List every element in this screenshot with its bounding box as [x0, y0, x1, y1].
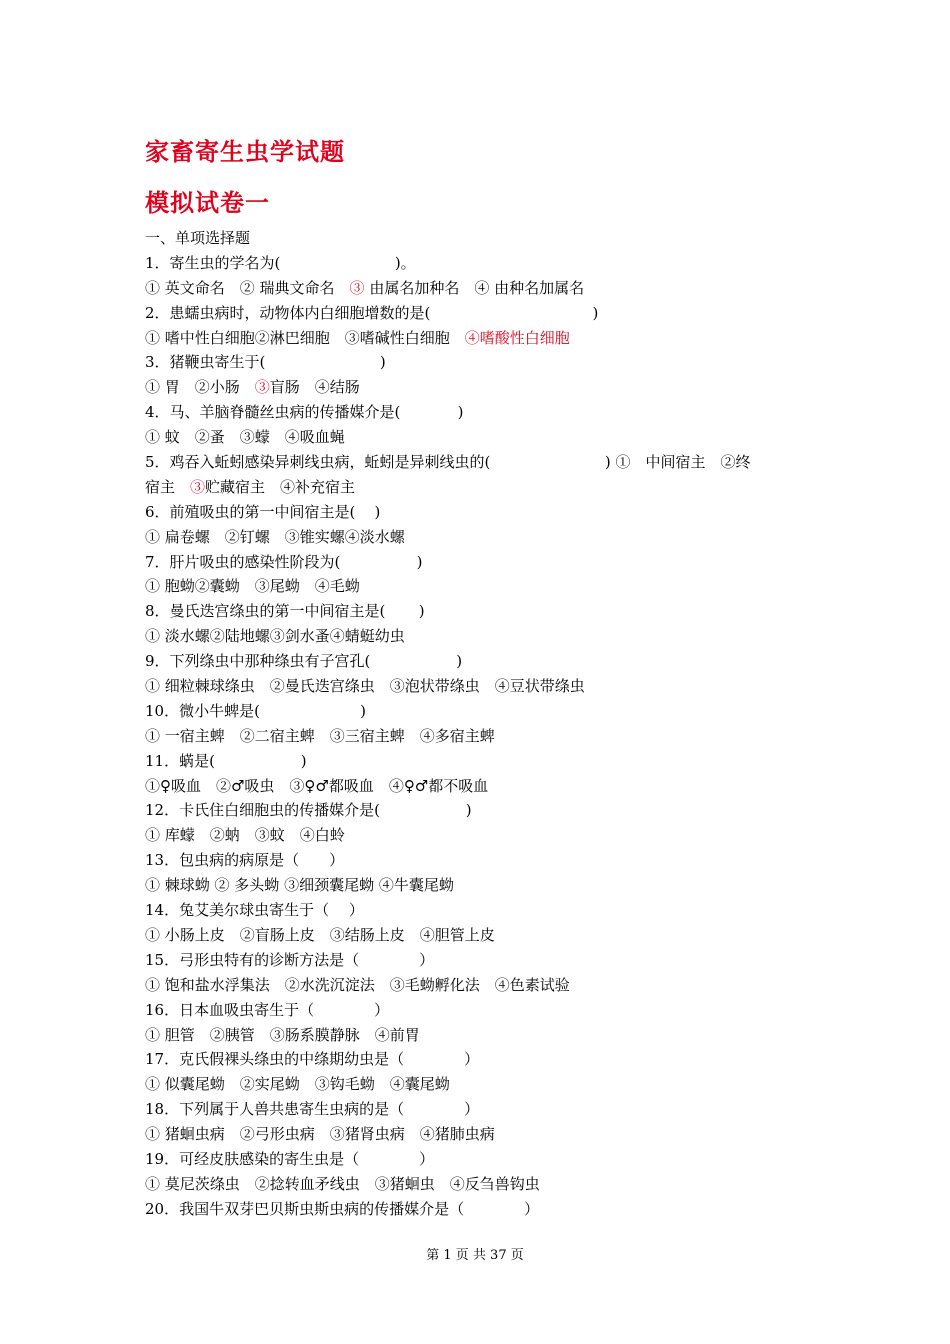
options-6: ① 扁卷螺 ②钉螺 ③锥实螺④淡水螺	[145, 527, 405, 546]
options-4: ① 蚊 ②蚤 ③蠓 ④吸血蝇	[145, 428, 345, 447]
question-18: 18．下列属于人兽共患寄生虫病的是（ ）	[145, 1100, 480, 1119]
options-5: 宿主 ③贮藏宿主 ④补充宿主	[145, 477, 356, 496]
options-7: ① 胞蚴②囊蚴 ③尾蚴 ④毛蚴	[145, 577, 360, 596]
options-8: ① 淡水螺②陆地螺③剑水蚤④蜻蜓幼虫	[145, 627, 405, 646]
question-17: 17．克氏假裸头绦虫的中绦期幼虫是（ ）	[145, 1050, 480, 1069]
options-10: ① 一宿主蜱 ②二宿主蜱 ③三宿主蜱 ④多宿主蜱	[145, 726, 495, 745]
question-20: 20．我国牛双芽巴贝斯虫斯虫病的传播媒介是（ ）	[145, 1199, 540, 1218]
section-heading: 一、单项选择题	[145, 229, 251, 247]
question-8: 8．曼氏迭宫绦虫的第一中间宿主是( )	[145, 602, 425, 621]
options-2: ① 嗜中性白细胞②淋巴细胞 ③嗜碱性白细胞 ④嗜酸性白细胞	[145, 328, 570, 347]
question-16: 16．日本血吸虫寄生于（ ）	[145, 1000, 390, 1019]
page-footer: 第 1 页 共 37 页	[426, 1248, 524, 1263]
question-3: 3．猪鞭虫寄生于( )	[145, 353, 386, 372]
question-6: 6．前殖吸虫的第一中间宿主是( )	[145, 502, 381, 521]
question-2: 2．患蠕虫病时，动物体内白细胞增数的是( )	[145, 303, 599, 322]
options-12: ① 库蠓 ②蚋 ③蚊 ④白蛉	[145, 826, 345, 845]
question-15: 15．弓形虫特有的诊断方法是（ ）	[145, 950, 435, 969]
document-title: 家畜寄生虫学试题	[145, 138, 345, 166]
question-11: 11．蜹是( )	[145, 751, 307, 770]
answer-mark-2: ④	[464, 328, 480, 347]
options-18: ① 猪蛔虫病 ②弓形虫病 ③猪肾虫病 ④猪肺虫病	[145, 1125, 495, 1144]
options-15: ① 饱和盐水浮集法 ②水洗沉淀法 ③毛蚴孵化法 ④色素试验	[145, 975, 570, 994]
question-5: 5．鸡吞入蚯蚓感染异刺线虫病，蚯蚓是异刺线虫的( ) ① 中间宿主 ②终	[145, 453, 751, 472]
question-10: 10．微小牛蜱是( )	[145, 701, 366, 720]
answer-mark-3: ③	[254, 378, 270, 397]
question-9: 9．下列绦虫中那种绦虫有子宫孔( )	[145, 652, 463, 671]
question-14: 14．兔艾美尔球虫寄生于（ ）	[145, 901, 364, 920]
question-list	[145, 226, 815, 1222]
answer-mark-5: ③	[190, 477, 206, 496]
options-16: ① 胆管 ②胰管 ③肠系膜静脉 ④前胃	[145, 1025, 420, 1044]
question-13: 13．包虫病的病原是（ ）	[145, 851, 345, 870]
options-9: ① 细粒棘球绦虫 ②曼氏迭宫绦虫 ③泡状带绦虫 ④豆状带绦虫	[145, 677, 585, 696]
options-17: ① 似囊尾蚴 ②实尾蚴 ③钩毛蚴 ④囊尾蚴	[145, 1075, 450, 1094]
question-19: 19．可经皮肤感染的寄生虫是（ ）	[145, 1149, 435, 1168]
options-14: ① 小肠上皮 ②盲肠上皮 ③结肠上皮 ④胆管上皮	[145, 925, 495, 944]
question-7: 7．肝片吸虫的感染性阶段为( )	[145, 552, 423, 571]
options-13: ① 棘球蚴 ② 多头蚴 ③细颈囊尾蚴 ④牛囊尾蚴	[145, 876, 454, 895]
answer-mark-1: ③	[349, 278, 365, 297]
options-19: ① 莫尼茨绦虫 ②捻转血矛线虫 ③猪蛔虫 ④反刍兽钩虫	[145, 1174, 540, 1193]
question-12: 12．卡氏住白细胞虫的传播媒介是( )	[145, 801, 472, 820]
options-11: ①♀吸血 ②♂吸虫 ③♀♂都吸血 ④♀♂都不吸血	[145, 776, 489, 795]
question-4: 4．马、羊脑脊髓丝虫病的传播媒介是( )	[145, 403, 464, 422]
document-subtitle: 模拟试卷一	[145, 189, 270, 217]
question-1: 1．寄生虫的学名为( )。	[145, 253, 416, 272]
options-3: ① 胃 ②小肠 ③盲肠 ④结肠	[145, 378, 360, 397]
options-1: ① 英文命名 ② 瑞典文命名 ③ 由属名加种名 ④ 由种名加属名	[145, 278, 585, 297]
